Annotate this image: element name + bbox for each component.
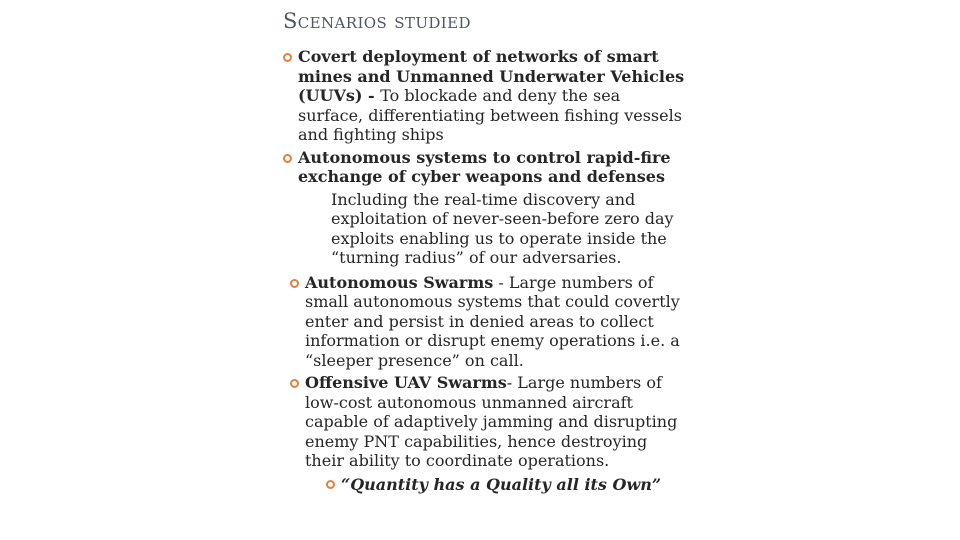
bullet-text	[298, 148, 685, 187]
bullet-ring-icon	[290, 379, 299, 388]
bullet-ring-icon	[326, 480, 335, 489]
bullet-list	[283, 47, 685, 497]
bullet-bold-text: Offensive UAV Swarms	[305, 373, 507, 392]
bullet-ring-icon	[290, 279, 299, 288]
bullet-normal-text: - Large numbers of low-cost autonomous unmanned aircraft capable of adaptively jamming and disrupting enemy PNT capabilities, hence destroying their ability to coordinate operations.	[305, 373, 678, 470]
bullet-text	[305, 373, 685, 471]
bullet-bold-text: Autonomous Swarms	[305, 272, 494, 292]
list-item	[290, 373, 685, 471]
bullet-bold-text: Covert deployment of networks of smart mines and Unmanned Underwater Vehicles (UUVs) -	[298, 47, 685, 105]
quote-text: “Quantity has a Quality all its Own”	[341, 474, 662, 494]
slide-title: Scenarios studied	[283, 9, 471, 33]
bullet-ring-icon	[283, 154, 292, 163]
bullet-bold-text: Autonomous systems to control rapid-fire exchange of cyber weapons and defenses	[298, 147, 671, 186]
bullet-normal-text: - Large numbers of small autonomous systems that could covertly enter and persist in denied areas to collect information or disrupt enemy operations i.e. a “sleeper presence” on call.	[305, 272, 680, 370]
list-item	[290, 273, 685, 371]
list-item	[283, 47, 685, 145]
bullet-subtext: Including the real-time discovery and exploitation of never-seen-before zero day exploits enabling us to operate inside the “turning radius” of our adversaries.	[331, 189, 674, 267]
bullet-text	[305, 273, 685, 371]
bullet-normal-text: To blockade and deny the sea surface, differentiating between fishing vessels and fighting ships	[298, 86, 682, 144]
list-item	[283, 148, 685, 187]
quote-list-item	[326, 475, 685, 495]
bullet-ring-icon	[283, 53, 292, 62]
bullet-text	[298, 47, 685, 145]
